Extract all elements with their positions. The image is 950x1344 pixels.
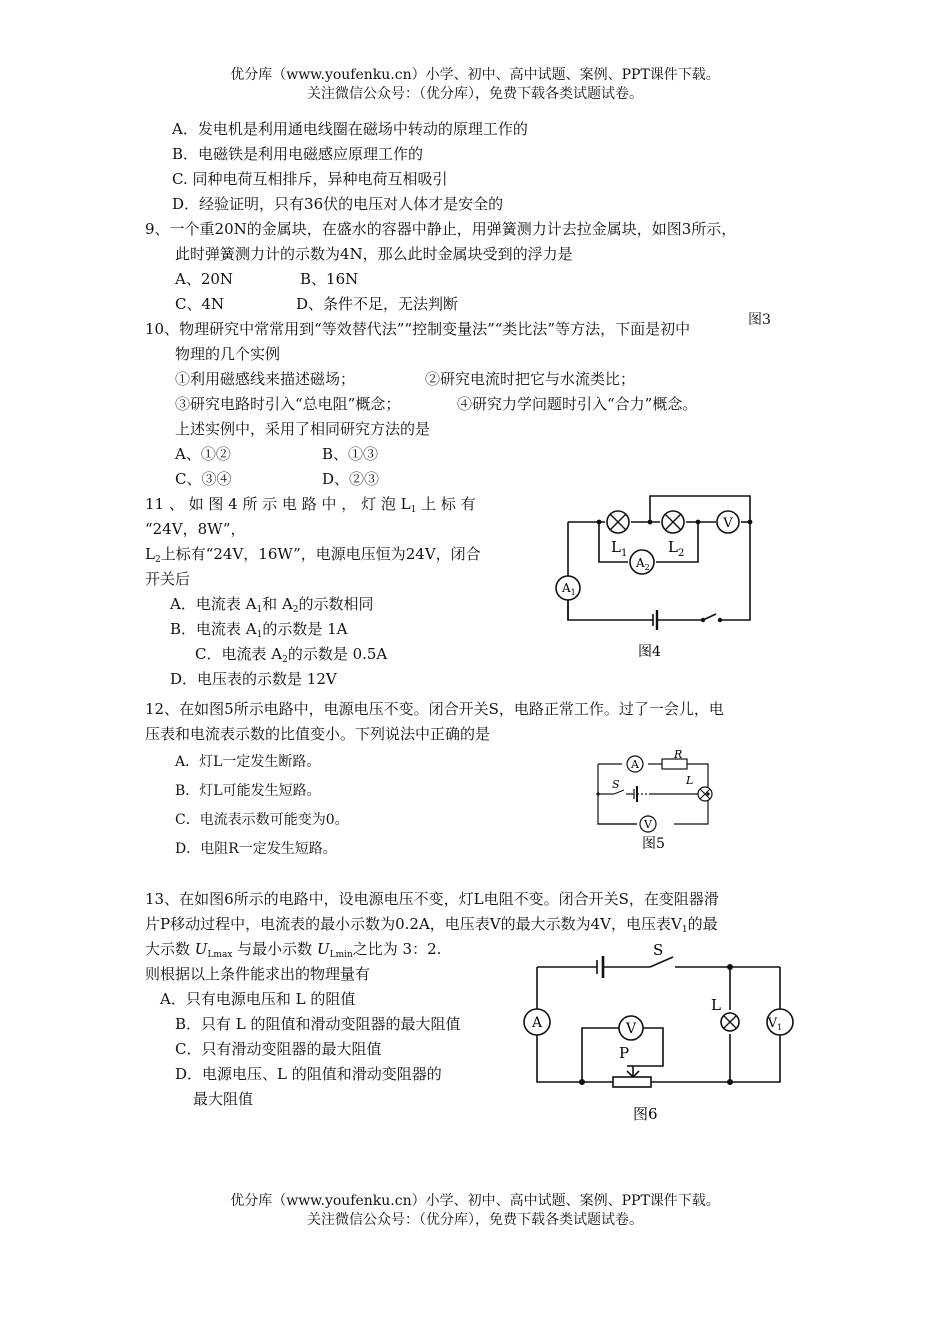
q13-stem-2: 片P移动过程中，电流表的最小示数为0.2A，电压表V的最大示数为4V，电压表$V_1$的最 — [145, 915, 718, 935]
q13-option-d-cont: 最大阻值 — [193, 1090, 254, 1108]
figure-5-r-label: R — [674, 750, 683, 761]
figure-6-s-label: S — [653, 941, 664, 959]
figure-4-v-label: V — [723, 516, 733, 531]
q11-stem-1: 11 、 如 图 4 所 示 电 路 中 ， 灯 泡 $L_1$ 上 标 有 — [145, 495, 476, 515]
rheostat-icon — [613, 1077, 651, 1087]
q11-option-c: C．电流表 $A_2$的示数是 0.5A — [195, 645, 388, 665]
figure-4-l2-label: $L_2$ — [668, 538, 685, 559]
q13-option-b: B．只有 L 的阻值和滑动变阻器的最大阻值 — [175, 1015, 461, 1033]
figure-4-a1-label: $A_1$ — [562, 581, 576, 597]
q10-example-3: ③研究电路时引入“总电阻”概念； — [175, 395, 401, 413]
q13-option-c: C．只有滑动变阻器的最大阻值 — [175, 1040, 382, 1058]
figure-5-circuit — [592, 750, 722, 856]
q8-option-c: C. 同种电荷互相排斥，异种电荷互相吸引 — [172, 170, 448, 188]
figure-5-a-label: A — [631, 758, 639, 771]
q9-stem-2: 此时弹簧测力计的示数为4N，那么此时金属块受到的浮力是 — [175, 245, 573, 263]
figure-4-l1-label: $L_1$ — [611, 538, 628, 559]
q11-option-d: D．电压表的示数是 12V — [170, 670, 337, 688]
q12-stem-2: 压表和电流表示数的比值变小。下列说法中正确的是 — [145, 725, 491, 743]
q10-option-b: B、①③ — [322, 445, 379, 463]
lamp-l2-icon — [662, 511, 684, 533]
figure-5-l-label: L — [686, 774, 694, 787]
q13-stem-4: 则根据以上条件能求出的物理量有 — [145, 965, 371, 983]
q10-example-1: ①利用磁感线来描述磁场； — [175, 370, 356, 388]
q8-option-d: D．经验证明，只有36伏的电压对人体才是安全的 — [172, 195, 504, 213]
header-line-1: 优分库（www.youfenku.cn）小学、初中、高中试题、案例、PPT课件下载。 — [230, 67, 720, 83]
header-line-2: 关注微信公众号：（优分库），免费下载各类试题试卷。 — [307, 86, 643, 102]
q9-option-b: B、16N — [300, 270, 359, 288]
figure-6-p-label: P — [619, 1044, 630, 1062]
q12-stem-1: 12、在如图5所示电路中，电源电压不变。闭合开关S，电路正常工作。过了一会儿，电 — [145, 700, 724, 718]
figure-4-circuit — [548, 488, 768, 668]
q13-stem-1: 13、在如图6所示的电路中，设电源电压不变，灯L电阻不变。闭合开关S，在变阻器滑 — [145, 890, 719, 908]
lamp-l-icon — [721, 1013, 739, 1031]
q11-option-b: B．电流表 $A_1$的示数是 1A — [170, 620, 348, 640]
footer-line-1: 优分库（www.youfenku.cn）小学、初中、高中试题、案例、PPT课件下载。 — [230, 1193, 720, 1209]
figure-5-s-label: S — [612, 778, 620, 791]
figure-6-circuit — [515, 940, 805, 1130]
q10-stem-1: 10、物理研究中常常用到“等效替代法”“控制变量法”“类比法”等方法，下面是初中 — [145, 320, 691, 338]
q8-option-a: A．发电机是利用通电线圈在磁场中转动的原理工作的 — [172, 120, 528, 138]
lamp-l1-icon — [607, 511, 629, 533]
q9-stem-1: 9、一个重20N的金属块，在盛水的容器中静止，用弹簧测力计去拉金属块，如图3所示， — [145, 220, 737, 238]
figure-4-a2-label: $A_2$ — [636, 556, 650, 572]
figure-6-v-label: V — [625, 1021, 637, 1037]
figure-5-v-label: V — [644, 818, 652, 831]
q11-stem-2: “24V，8W”， — [145, 520, 246, 538]
figure-6-v1-label: $V_1$ — [767, 1016, 783, 1032]
q13-option-a: A．只有电源电压和 L 的阻值 — [160, 990, 356, 1008]
figure-6-l-label: L — [711, 996, 721, 1014]
figure-3-label: 图3 — [748, 312, 771, 328]
q13-option-d: D．电源电压、L 的阻值和滑动变阻器的 — [175, 1065, 442, 1083]
q9-option-d: D、条件不足，无法判断 — [296, 295, 459, 313]
q13-stem-3: 大示数 $U_{Lmax}$ 与最小示数 $U_{Lmin}$之比为 3：2. — [145, 940, 442, 960]
q10-stem-2: 物理的几个实例 — [175, 345, 281, 363]
q10-option-a: A、①② — [175, 445, 231, 463]
q9-option-a: A、20N — [175, 270, 234, 288]
q12-option-d: D．电阻R一定发生短路。 — [175, 841, 337, 857]
figure-6-label: 图6 — [633, 1105, 658, 1123]
figure-4-label: 图4 — [638, 644, 661, 660]
q8-option-b: B．电磁铁是利用电磁感应原理工作的 — [172, 145, 424, 163]
figure-5-label: 图5 — [642, 836, 665, 852]
q10-ask: 上述实例中，采用了相同研究方法的是 — [175, 420, 431, 438]
q12-option-b: B．灯L可能发生短路。 — [175, 783, 321, 799]
q10-option-c: C、③④ — [175, 470, 232, 488]
q11-stem-3: $L_2$上标有“24V，16W”，电源电压恒为24V，闭合 — [145, 545, 481, 565]
q12-option-a: A．灯L一定发生断路。 — [175, 754, 321, 770]
q10-example-4: ④研究力学问题时引入“合力”概念。 — [457, 395, 698, 413]
figure-6-a-label: A — [531, 1015, 543, 1031]
q9-option-c: C、4N — [175, 295, 225, 313]
q12-option-c: C．电流表示数可能变为0。 — [175, 812, 349, 828]
lamp-l-icon — [698, 787, 712, 801]
q11-option-a: A．电流表 $A_1$和 $A_2$的示数相同 — [170, 595, 374, 615]
footer-line-2: 关注微信公众号：（优分库），免费下载各类试题试卷。 — [307, 1212, 643, 1228]
q11-stem-4: 开关后 — [145, 570, 191, 588]
q10-example-2: ②研究电流时把它与水流类比； — [425, 370, 636, 388]
q10-option-d: D、②③ — [322, 470, 380, 488]
